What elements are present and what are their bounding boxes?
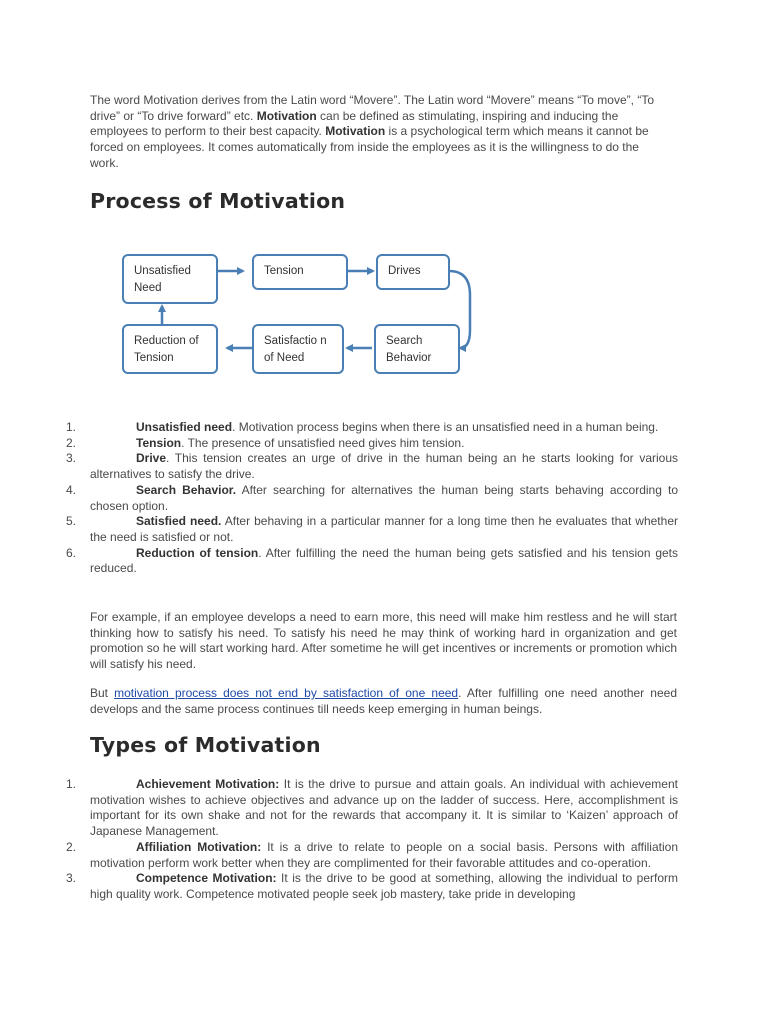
list-item-title: Affiliation Motivation: [136,839,262,854]
list-number: 2. [66,435,77,450]
list-item-text: After behaving in a particular manner for a long time then he evaluates that whether the need is satisfied or not. [90,514,678,544]
heading-process-of-motivation: Process of Motivation [90,189,346,213]
intro-text-1: The word Motivation derives from the Latin word “Movere”. The Latin word “Movere” means “To move”, “To drive” or “To drive forward” etc. [90,93,654,123]
list-item-title: Drive [136,451,167,466]
list-item-text: It is the drive to be good at something, allowing the individual to perform high quality work. Competence motivated people seek job mastery, take pride in developing [90,871,678,901]
list-item-title: Satisfied need. [136,514,222,529]
but-suffix: . After fulfilling one need another need develops and the same process continues till needs keep emerging in human beings. [90,686,677,716]
list-item-title: Achievement Motivation: [136,777,280,791]
intro-bold-1: Motivation [256,108,317,123]
list-item-text: . Motivation process begins when there is an unsatisfied need in a human being. [232,420,659,434]
process-list-item [66,546,678,577]
list-number: 6. [66,545,77,560]
list-item-text: . The presence of unsatisfied need gives him tension. [181,435,465,450]
example-paragraph: For example, if an employee develops a need to earn more, this need will make him restless and he will start thinking how to satisfy his need. To satisfy his need he may think of working hard in organization and get promotion so he will start working hard. After sometime he will get incentives or increments or promotion which will satisfy his need. [90,610,677,672]
list-item-text: . This tension creates an urge of drive in the human being an he starts looking for various alternatives to satisfy the drive. [90,451,678,482]
list-item-title: Search Behavior. [136,482,237,497]
list-number: 1. [66,777,77,791]
process-list-item [66,483,678,514]
list-item-text: After searching for alternatives the human being starts behaving according to chosen option. [90,482,678,513]
process-list-item [66,436,678,452]
box-drives: Drives [376,254,450,290]
types-list-item [66,840,678,871]
intro-text-3: is a psychological term which means it cannot be forced on employees. It comes automatically from inside the employees as it is the willingness to do the work. [90,124,649,170]
intro-text-2: can be defined as stimulating, inspiring and inducing the employees to perform to their best capacity. [90,108,619,139]
intro-paragraph [90,93,670,172]
box-tension: Tension [252,254,348,290]
types-list-item [66,777,678,840]
list-number: 3. [66,451,77,466]
motivation-process-link[interactable]: motivation process does not end by satisfaction of one need [114,686,459,700]
box-search-behavior: Search Behavior [374,324,460,374]
types-list-item [66,871,678,902]
list-number: 5. [66,514,77,529]
list-item-title: Competence Motivation: [136,871,277,886]
list-number: 1. [66,420,77,434]
process-list-item [66,514,678,545]
motivation-process-diagram [118,250,478,380]
but-paragraph [90,686,677,717]
heading-types-of-motivation: Types of Motivation [90,733,321,757]
list-number: 4. [66,482,77,497]
list-item-title: Unsatisfied need [136,420,233,434]
box-satisfaction-of-need: Satisfactio n of Need [252,324,344,374]
list-item-title: Tension [136,435,182,450]
intro-bold-2: Motivation [325,124,386,139]
list-number: 3. [66,871,77,886]
list-item-text: It is a drive to relate to people on a social basis. Persons with affiliation motivation perform work better when they are complimented for their favorable attitudes and co-operation. [90,839,678,870]
list-item-title: Reduction of tension [136,545,259,560]
types-list [66,777,678,903]
box-reduction-of-tension: Reduction of Tension [122,324,218,374]
list-item-text: . After fulfilling the need the human being gets satisfied and his tension gets reduced. [90,545,678,576]
box-unsatisfied-need: Unsatisfied Need [122,254,218,304]
list-number: 2. [66,839,77,854]
process-list-item [66,420,678,436]
but-prefix: But [90,686,115,700]
process-list [66,420,678,577]
process-list-item [66,451,678,482]
list-item-text: It is the drive to pursue and attain goals. An individual with achievement motivation wishes to achieve objectives and advance up on the ladder of success. Here, accomplishment is important for its own shake and not for the rewards that accompany it. It is similar to ‘Kaizen’ approach of Japanese Management. [90,777,678,839]
